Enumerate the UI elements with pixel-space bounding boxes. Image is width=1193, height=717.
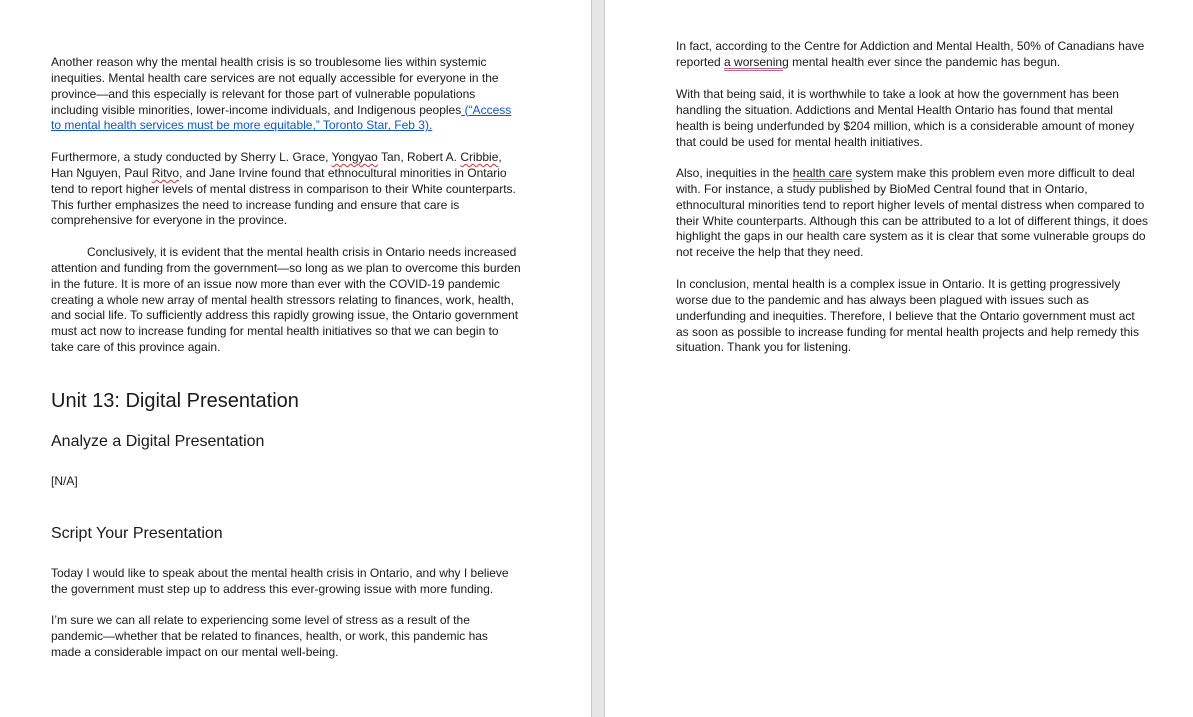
paragraph-text: Also, inequities in the <box>676 166 793 180</box>
paragraph-text: , Han Nguyen, Paul <box>51 150 502 180</box>
paragraph-text: , and Jane Irvine found that ethnocultural minorities in Ontario tend to report higher levels of mental distress in comparison to their White counterparts. This further emphasizes the need to increase funding and ensure that care is comprehensive for everyone in the province. <box>51 165 516 228</box>
paragraph-intro[interactable]: Today I would like to speak about the mental health crisis in Ontario, and why I believe the government must step up to address this ever-growing issue with more funding. <box>51 566 509 596</box>
paragraph-conclusion[interactable] <box>51 245 523 356</box>
document-page-left[interactable] <box>0 0 591 717</box>
paragraph-final[interactable]: In conclusion, mental health is a complex issue in Ontario. It is getting progressively worse due to the pandemic and has always been plagued with issues such as underfunding and inequities. Therefore, I believe that the Ontario government must act as soon as possible to increase funding for mental health projects and help remedy this situation. Thank you for listening. <box>676 277 1139 355</box>
paragraph-study[interactable] <box>51 150 523 229</box>
paragraph-na[interactable]: [N/A] <box>51 474 78 488</box>
spelling-flag[interactable]: Yongyao <box>331 150 378 164</box>
paragraph-government[interactable]: With that being said, it is worthwhile to take a look at how the government has been handling the situation. Addictions and Mental Health Ontario has found that mental health is being underfunded by $204 million, which is a considerable amount of money that could be used for mental health initiatives. <box>676 87 1135 149</box>
paragraph-text: Another reason why the mental health crisis is so troublesome lies within systemic inequities. Mental health care services are not equally accessible for everyone in the province—and this especially is relevant for those part of vulnerable populations including visible minorities, lower-income individuals, and Indigenous peoples <box>51 55 499 117</box>
grammar-flag[interactable]: a worsening <box>724 54 789 69</box>
citation-link[interactable]: (“Access to mental health services must be more equitable,” Toronto Star, Feb 3). <box>51 102 512 133</box>
paragraph-text: Furthermore, a study conducted by Sherry L. Grace, <box>51 150 332 164</box>
grammar-flag[interactable]: health care <box>792 166 853 180</box>
paragraph-text: system make this problem even more difficult to deal with. For instance, a study published by BioMed Central found that in Ontario, ethnocultural minorities tend to report higher levels of mental distress when compared to their White counterparts. Although this can be attributed to a lot of different things, it does highlight the gaps in our health care system as it is clear that some vulnerable groups do not receive the help that they need. <box>676 166 1149 260</box>
spelling-flag[interactable]: Cribbie <box>460 150 499 164</box>
paragraph-text: mental health ever since the pandemic has begun. <box>788 54 1061 69</box>
heading-unit-13[interactable]: Unit 13: Digital Presentation <box>51 390 299 412</box>
paragraph-text: In fact, according to the Centre for Addiction and Mental Health, 50% of Canadians have reported <box>676 39 1145 69</box>
heading-script[interactable]: Script Your Presentation <box>51 525 223 542</box>
paragraph-text: Conclusively, it is evident that the mental health crisis in Ontario needs increased attention and funding from the government—so long as we plan to overcome this burden in the future. It is more of an issue now more than ever with the COVID-19 pandemic creating a whole new array of mental health stressors relating to finances, work, health, and social life. To sufficiently address this rapidly growing issue, the Ontario government must act now to increase funding for mental health initiatives so that we can begin to take care of this province again. <box>51 245 521 355</box>
heading-analyze[interactable]: Analyze a Digital Presentation <box>51 433 265 450</box>
paragraph-inequities-system[interactable] <box>676 166 1150 261</box>
paragraph-text: Tan, Robert A. <box>377 150 461 164</box>
spelling-flag[interactable]: Ritvo <box>151 165 180 180</box>
paragraph-stress[interactable]: I’m sure we can all relate to experiencing some level of stress as a result of the pandemic—whether that be related to finances, health, or work, this pandemic has made a considerable impact on our mental well-being. <box>51 613 488 659</box>
paragraph-camh[interactable] <box>676 39 1148 71</box>
page-gutter <box>591 0 605 717</box>
paragraph-inequities[interactable] <box>51 55 521 134</box>
document-page-right[interactable] <box>605 0 1193 717</box>
